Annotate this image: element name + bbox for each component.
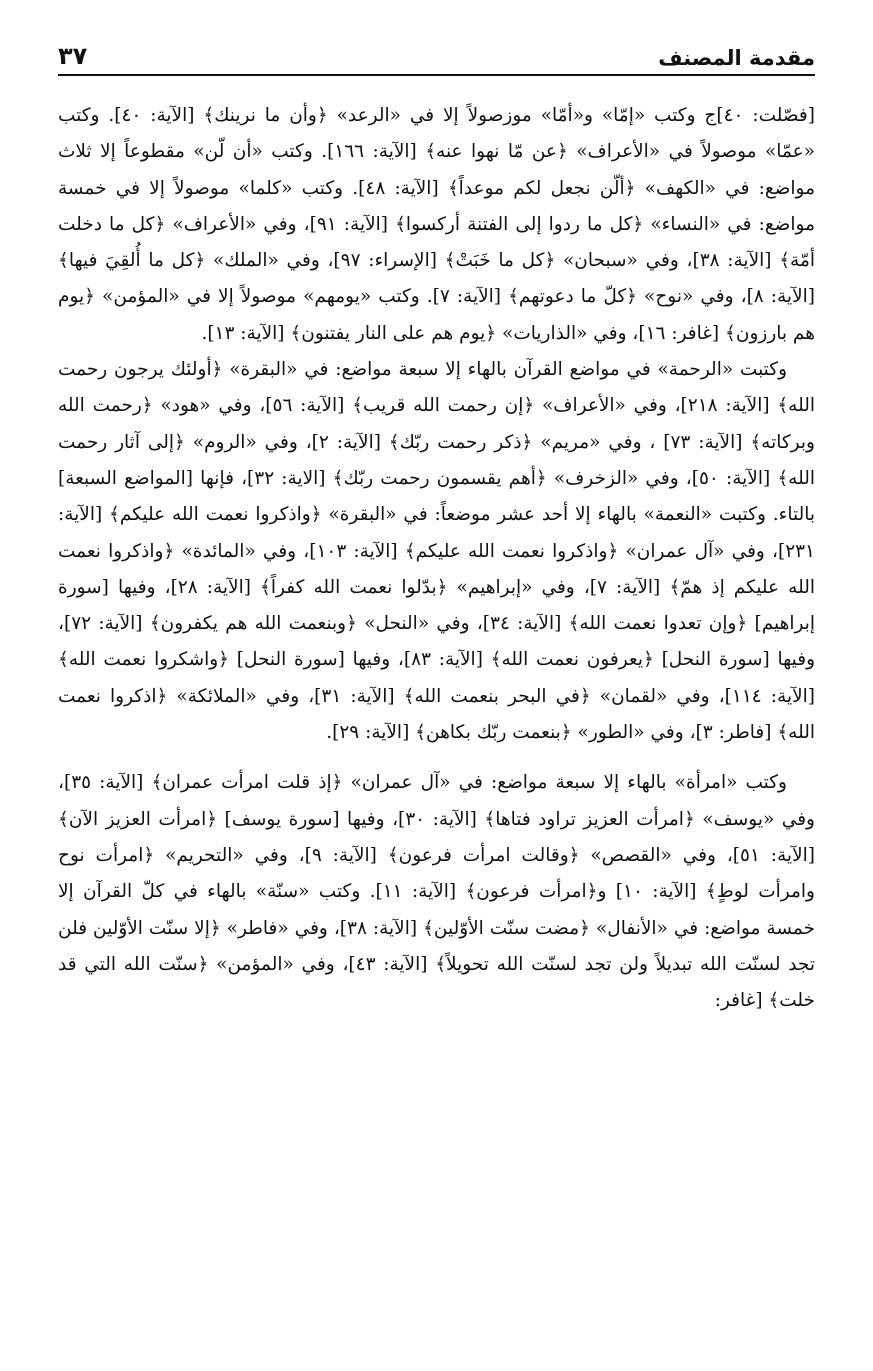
- page-body: [58, 98, 815, 1019]
- page-header: [58, 28, 815, 76]
- paragraph-connected-writing: [فصّلت: ٤٠]ج وكتب «إمّا» و«أمّا» موزصولاً إلا في «الرعد» ﴿وأن ما نرينك﴾ [الآية: ٤٠]. وكتب «عمّا» موصولاً في «الأعراف» ﴿عن مّا نهوا عنه﴾ [الآية: ١٦٦]. وكتب «أن لّن» مقطوعاً إلا ثلاث مواضع: في «الكهف» ﴿ألّن نجعل لكم موعداً﴾ [الآية: ٤٨]. وكتب «كلما» موصولاً إلا في خمسة مواضع: في «النساء» ﴿كل ما ردوا إلى الفتنة أركسوا﴾ [الآية: ٩١]، وفي «الأعراف» ﴿كل ما دخلت أمّة﴾ [الآية: ٣٨]، وفي «سبحان» ﴿كل ما خَبَتْ﴾ [الإسراء: ٩٧]، وفي «الملك» ﴿كل ما أُلقِيَ فيها﴾ [الآية: ٨]، وفي «نوح» ﴿كلّ ما دعوتهم﴾ [الآية: ٧]. وكتب «يومهم» موصولاً إلا في «المؤمن» ﴿يوم هم بارزون﴾ [غافر: ١٦]، وفي «الذاريات» ﴿يوم هم على النار يفتنون﴾ [الآية: ١٣].: [58, 105, 815, 344]
- paragraph-imraa-sunna: وكتب «امرأة» بالهاء إلا سبعة مواضع: في «آل عمران» ﴿إذ قلت امرأت عمران﴾ [الآية: ٣٥]، وفي «يوسف» ﴿امرأت العزيز تراود فتاها﴾ [الآية: ٣٠]، وفيها [سورة يوسف] ﴿امرأت العزيز الآن﴾ [الآية: ٥١]، وفي «القصص» ﴿وقالت امرأت فرعون﴾ [الآية: ٩]، وفي «التحريم» ﴿امرأت نوح وامرأت لوطٍ﴾ [الآية: ١٠] و﴿امرأت فرعون﴾ [الآية: ١١]. وكتب «سنّة» بالهاء في كلّ القرآن إلا خمسة مواضع: في «الأنفال» ﴿مضت سنّت الأوّلين﴾ [الآية: ٣٨]، وفي «فاطر» ﴿إلا سنّت الأوّلين فلن تجد لسنّت الله تبديلاً ولن تجد لسنّت الله تحويلاً﴾ [الآية: ٤٣]، وفي «المؤمن» ﴿سنّت الله التي قد خلت﴾ [غافر:: [58, 772, 815, 1012]
- page-number: ٣٧: [58, 42, 88, 70]
- running-title: مقدمة المصنف: [658, 46, 815, 70]
- paragraph-rahma-nima: وكتبت «الرحمة» في مواضع القرآن بالهاء إلا سبعة مواضع: في «البقرة» ﴿أولئك يرجون رحمت الله﴾ [الآية: ٢١٨]، وفي «الأعراف» ﴿إن رحمت الله قريب﴾ [الآية: ٥٦]، وفي «هود» ﴿رحمت الله وبركاته﴾ [الآية: ٧٣] ، وفي «مريم» ﴿ذكر رحمت ربّك﴾ [الآية: ٢]، وفي «الروم» ﴿إلى آثار رحمت الله﴾ [الآية: ٥٠]، وفي «الزخرف» ﴿أهم يقسمون رحمت ربّك﴾ [الاية: ٣٢]، فإنها [المواضع السبعة] بالتاء. وكتبت «النعمة» بالهاء إلا أحد عشر موضعاً: في «البقرة» ﴿واذكروا نعمت الله عليكم﴾ [الآية: ٢٣١]، وفي «آل عمران» ﴿واذكروا نعمت الله عليكم﴾ [الآية: ١٠٣]، وفي «المائدة» ﴿واذكروا نعمت الله عليكم إذ همّ﴾ [الآية: ٧]، وفي «إبراهيم» ﴿بدّلوا نعمت الله كفراً﴾ [الآية: ٢٨]، وفيها [سورة إبراهيم] ﴿وإن تعدوا نعمت الله﴾ [الآية: ٣٤]، وفي «النحل» ﴿وبنعمت الله هم يكفرون﴾ [الآية: ٧٢]، وفيها [سورة النحل] ﴿يعرفون نعمت الله﴾ [الآية: ٨٣]، وفيها [سورة النحل] ﴿واشكروا نعمت الله﴾ [الآية: ١١٤]، وفي «لقمان» ﴿في البحر بنعمت الله﴾ [الآية: ٣١]، وفي «الملائكة» ﴿اذكروا نعمت الله﴾ [فاطر: ٣]، وفي «الطور» ﴿بنعمت ربّك بكاهن﴾ [الآية: ٢٩].: [58, 359, 816, 744]
